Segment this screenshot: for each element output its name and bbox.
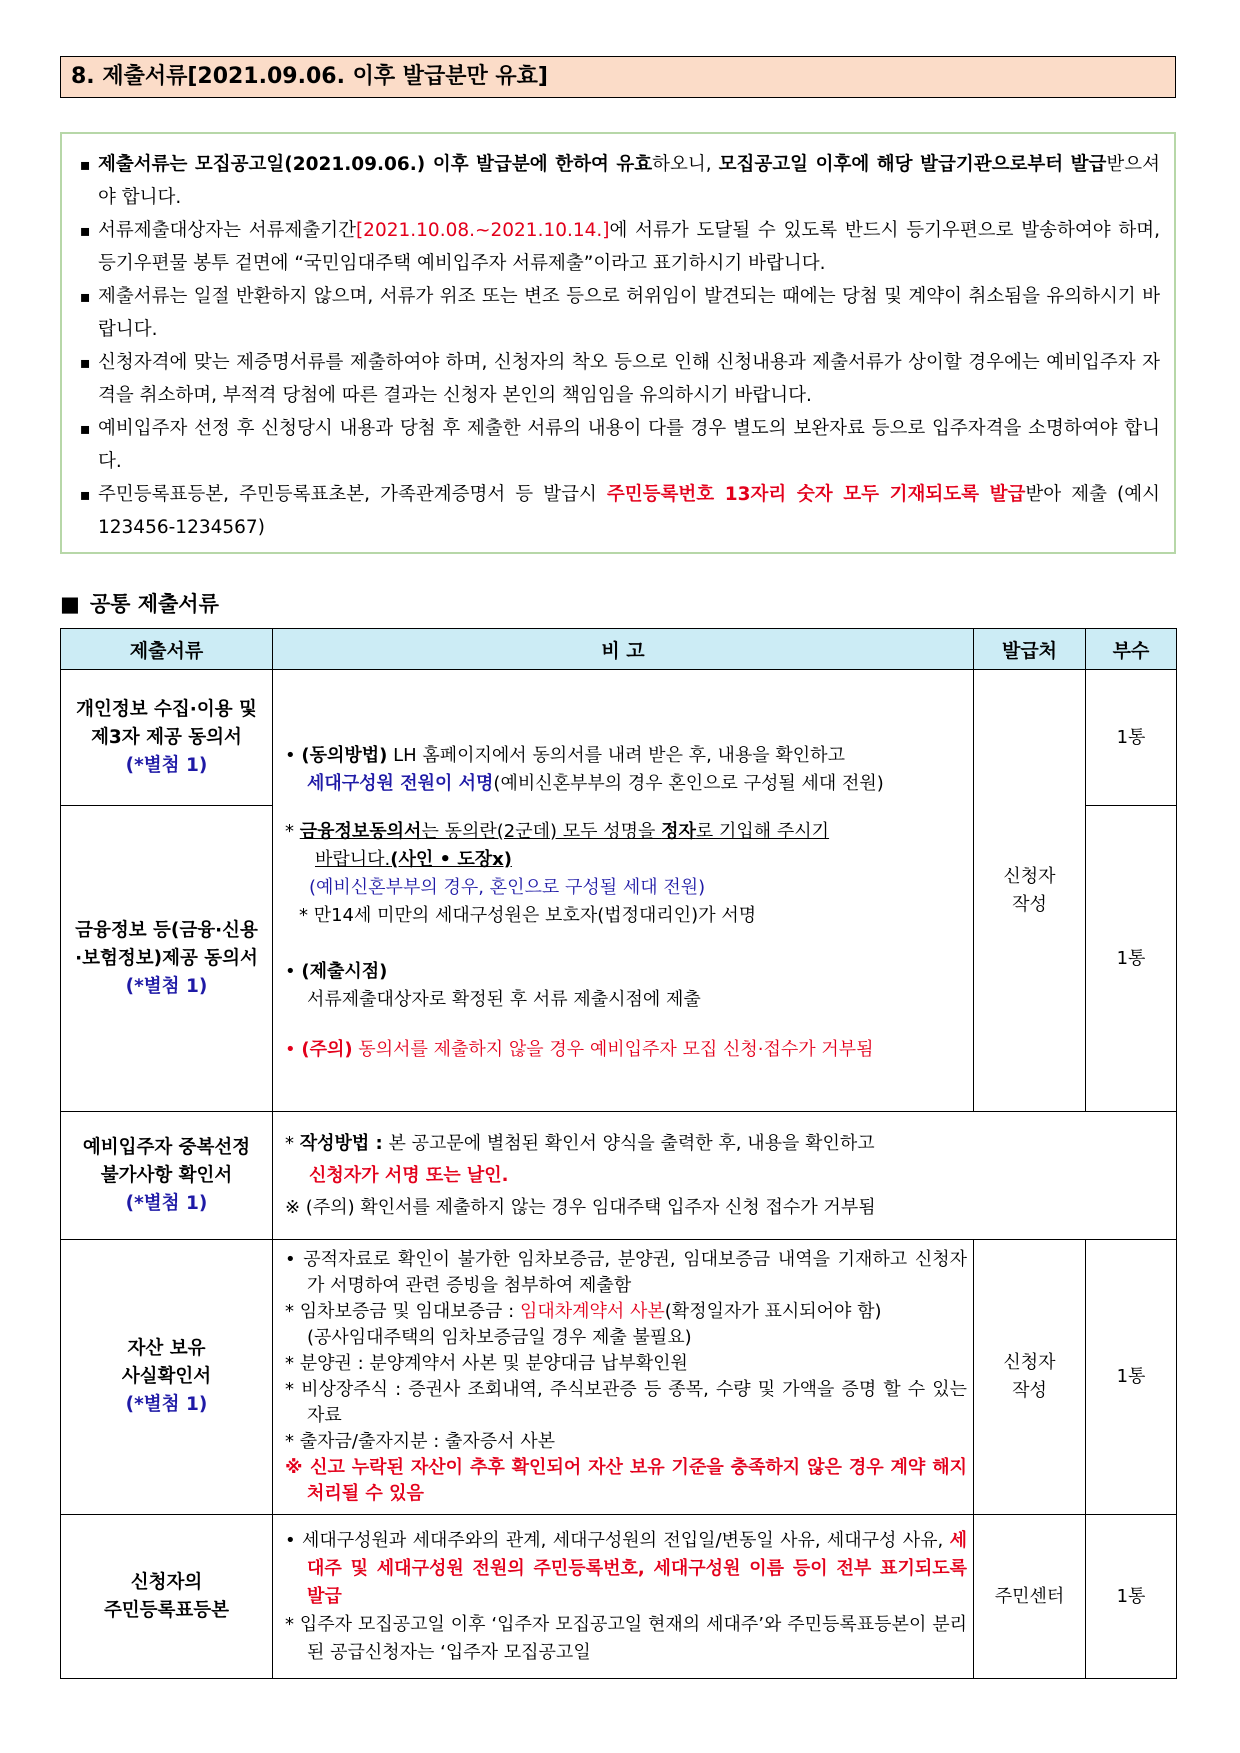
remark-line: * 비상장주식 : 증권사 조회내역, 주식보관증 등 종목, 수량 및 가액을 증명 할 수 있는 자료 — [285, 1379, 967, 1426]
remark-text: 본 공고문에 별첨된 확인서 양식을 출력한 후, 내용을 확인하고 — [382, 1132, 875, 1154]
remark-line: * 출자금/출자지분 : 출자증서 사본 — [285, 1431, 556, 1452]
table-row — [61, 670, 1177, 806]
doc-name-line: 예비입주자 중복선정 — [82, 1136, 251, 1158]
remark-line — [285, 1299, 967, 1325]
table-row — [61, 1112, 1177, 1240]
remark-line — [285, 1130, 1170, 1158]
doc-name-line: 금융정보 등(금융·신용 — [75, 919, 258, 941]
remark-line — [285, 1194, 1170, 1222]
remark-line: (공사임대주택의 임차보증금일 경우 제출 불필요) — [307, 1327, 692, 1348]
notice-box — [60, 132, 1176, 554]
table-header-row — [61, 629, 1177, 670]
notice-text: 주민등록표등본, 주민등록표초본, 가족관계증명서 등 발급시 — [98, 484, 607, 505]
section-title: 8. 제출서류[2021.09.06. 이후 발급분만 유효] — [60, 56, 1176, 98]
doc-name — [61, 1112, 273, 1240]
documents-table — [60, 628, 1177, 1679]
notice-text: 예비입주자 선정 후 신청당시 내용과 당첨 후 제출한 서류의 내용이 다를 경우 별도의 보완자료 등으로 입주자격을 소명하여야 합니다. — [98, 418, 1160, 472]
remark-text: • 세대구성원과 세대주와의 관계, 세대구성원의 전입일/변동일 사유, 세대구성 사유, — [285, 1529, 950, 1551]
remark-bold: (제출시점) — [301, 960, 388, 982]
issuer-cell — [974, 1240, 1086, 1515]
issuer-text: 작성 — [1012, 1380, 1047, 1401]
notice-text: 신청자격에 맞는 제증명서류를 제출하여야 하며, 신청자의 착오 등으로 인해 신청내용과 제출서류가 상이할 경우에는 예비입주자 자격을 취소하며, 부적격 당첨에 따른 결과는 신청자 본인의 책임임을 유의하시기 바랍니다. — [98, 352, 1160, 406]
remark-line: * 입주자 모집공고일 이후 ‘입주자 모집공고일 현재의 세대주’와 주민등록표등본이 분리된 공급신청자는 ‘입주자 모집공고일 — [285, 1613, 967, 1663]
remark-text: (확정일자가 표시되어야 함) — [664, 1301, 882, 1322]
issuer-text: 신청자 — [1003, 865, 1056, 887]
count-cell: 1통 — [1086, 1515, 1177, 1679]
remark-blue: 세대구성원 전원이 서명 — [307, 772, 494, 794]
remark-line: ※ 신고 누락된 자산이 추후 확인되어 자산 보유 기준을 충족하지 않은 경우 계약 해지 처리될 수 있음 — [285, 1457, 967, 1504]
doc-ref: (*별첨 1) — [125, 1394, 208, 1415]
header-document: 제출서류 — [61, 629, 273, 670]
remark-bold: (사인 • 도장x) — [390, 848, 512, 870]
resident-remarks — [273, 1515, 974, 1679]
remark-text: 동의서를 제출하지 않을 경우 예비입주자 모집 신청·접수가 거부됨 — [352, 1038, 874, 1060]
remark-red: 임대차계약서 사본 — [519, 1301, 665, 1322]
doc-name-line: 개인정보 수집·이용 및 — [76, 698, 257, 720]
notice-period: [2021.10.08.~2021.10.14.] — [355, 220, 610, 241]
remark-bold: (동의방법) — [301, 744, 388, 766]
notice-item-2 — [72, 214, 1160, 280]
notice-bold-text: 제출서류는 모집공고일(2021.09.06.) 이후 발급분에 한하여 유효 — [98, 154, 653, 175]
header-issuer: 발급처 — [974, 629, 1086, 670]
remark-line — [285, 902, 967, 930]
doc-name — [61, 670, 273, 806]
doc-name-line: 불가사항 확인서 — [100, 1164, 233, 1186]
remark-line: • (동의방법) LH 홈페이지에서 동의서를 내려 받은 후, 내용을 확인하고 세대구성원 전원이 서명(예비신혼부부의 경우 혼인으로 구성될 세대 전원) — [285, 744, 884, 794]
count-cell: 1통 — [1086, 670, 1177, 806]
doc-ref: (*별첨 1) — [125, 975, 208, 997]
doc-name — [61, 806, 273, 1112]
remark-line: • (제출시점) 서류제출대상자로 확정된 후 서류 제출시점에 제출 — [285, 960, 701, 1010]
notice-text: 받으셔야 합니다. — [98, 154, 1161, 208]
doc-ref: (*별첨 1) — [125, 754, 208, 776]
notice-highlight: 주민등록번호 13자리 숫자 모두 기재되도록 발급 — [606, 484, 1026, 505]
remark-line: • (주의) 동의서를 제출하지 않을 경우 예비입주자 모집 신청·접수가 거부됨 — [285, 1038, 874, 1060]
remark-line — [285, 846, 967, 874]
doc-name — [61, 1240, 273, 1515]
subtitle: ■ 공통 제출서류 — [60, 588, 219, 618]
remark-red: 신청자가 서명 또는 날인. — [309, 1164, 509, 1186]
doc-name-line: 제3자 제공 동의서 — [91, 726, 242, 748]
notice-item-3 — [72, 280, 1160, 346]
notice-text: 서류제출대상자는 서류제출기간 — [98, 220, 356, 241]
remark-text: * 만14세 미만의 세대구성원은 보호자(법정대리인)가 서명 — [299, 904, 757, 926]
issuer-text: 작성 — [1012, 893, 1047, 915]
notice-item-6 — [72, 478, 1160, 544]
doc-name-line: 자산 보유 — [127, 1338, 206, 1359]
remark-text: 서류제출대상자로 확정된 후 서류 제출시점에 제출 — [307, 988, 701, 1010]
duplicate-remarks — [273, 1112, 1177, 1240]
remark-text: 바랍니다. — [315, 848, 391, 870]
consent-remarks — [273, 670, 974, 1112]
remark-line — [285, 1527, 967, 1611]
remark-line: * 분양권 : 분양계약서 사본 및 분양대금 납부확인원 — [285, 1353, 688, 1374]
remark-bold: (주의) — [301, 1038, 353, 1060]
remark-text: ※ (주의) 확인서를 제출하지 않는 경우 임대주택 입주자 신청 접수가 거부됨 — [285, 1196, 876, 1218]
remark-text: 로 기입해 주시기 — [695, 820, 830, 842]
issuer-text: 신청자 — [1003, 1352, 1056, 1373]
notice-text: 받아 제출 (예시 123456-1234567) — [98, 484, 1160, 538]
remark-line — [285, 1162, 1170, 1190]
header-count: 부수 — [1086, 629, 1177, 670]
notice-text: 제출서류는 일절 반환하지 않으며, 서류가 위조 또는 변조 등으로 허위임이 발견되는 때에는 당첨 및 계약이 취소됨을 유의하시기 바랍니다. — [98, 286, 1160, 340]
notice-text: 에 서류가 도달될 수 있도록 반드시 등기우편으로 발송하여야 하며, 등기우편물 봉투 겉면에 “국민임대주택 예비입주자 서류제출”이라고 표기하시기 바랍니다. — [98, 220, 1161, 274]
issuer-cell — [974, 670, 1086, 1112]
remark-line: • 공적자료로 확인이 불가한 임차보증금, 분양권, 임대보증금 내역을 기재하고 신청자가 서명하여 관련 증빙을 첨부하여 제출함 — [285, 1249, 967, 1296]
doc-name-line: 주민등록표등본 — [103, 1599, 230, 1621]
remark-red: 세대주 및 세대구성원 전원의 주민등록번호, 세대구성원 이름 등이 전부 표기되도록 발급 — [307, 1529, 967, 1607]
asset-remarks — [273, 1240, 974, 1515]
remark-line — [285, 818, 967, 846]
doc-name-line: 신청자의 — [130, 1571, 203, 1593]
remark-bold: 작성방법 : — [299, 1132, 383, 1154]
doc-ref: (*별첨 1) — [125, 1192, 208, 1214]
count-cell: 1통 — [1086, 1240, 1177, 1515]
notice-text: 하오니, — [652, 154, 719, 175]
notice-bold-text: 모집공고일 이후에 해당 발급기관으로부터 발급 — [718, 154, 1107, 175]
header-remarks: 비 고 — [273, 629, 974, 670]
remark-text: LH 홈페이지에서 동의서를 내려 받은 후, 내용을 확인하고 — [387, 744, 845, 766]
remark-text: 는 동의란(2군데) 모두 성명을 — [421, 820, 662, 842]
doc-name-line: ·보험정보)제공 동의서 — [75, 947, 258, 969]
remark-line — [285, 874, 967, 902]
table-row — [61, 1240, 1177, 1515]
issuer-cell: 주민센터 — [974, 1515, 1086, 1679]
remark-text: * 임차보증금 및 임대보증금 : — [285, 1301, 520, 1322]
doc-name — [61, 1515, 273, 1679]
remark-text: * — [285, 1132, 300, 1154]
remark-text: * — [285, 820, 300, 842]
remark-blue: (예비신혼부부의 경우, 혼인으로 구성될 세대 전원) — [309, 876, 706, 898]
remark-bold: 정자 — [661, 820, 696, 842]
doc-name-line: 사실확인서 — [121, 1366, 212, 1387]
notice-item-1 — [72, 148, 1160, 214]
table-row — [61, 1515, 1177, 1679]
notice-item-4 — [72, 346, 1160, 412]
notice-item-5 — [72, 412, 1160, 478]
remark-bold: 금융정보동의서 — [299, 820, 422, 842]
remark-text: (예비신혼부부의 경우 혼인으로 구성될 세대 전원) — [493, 772, 884, 794]
count-cell: 1통 — [1086, 806, 1177, 1112]
